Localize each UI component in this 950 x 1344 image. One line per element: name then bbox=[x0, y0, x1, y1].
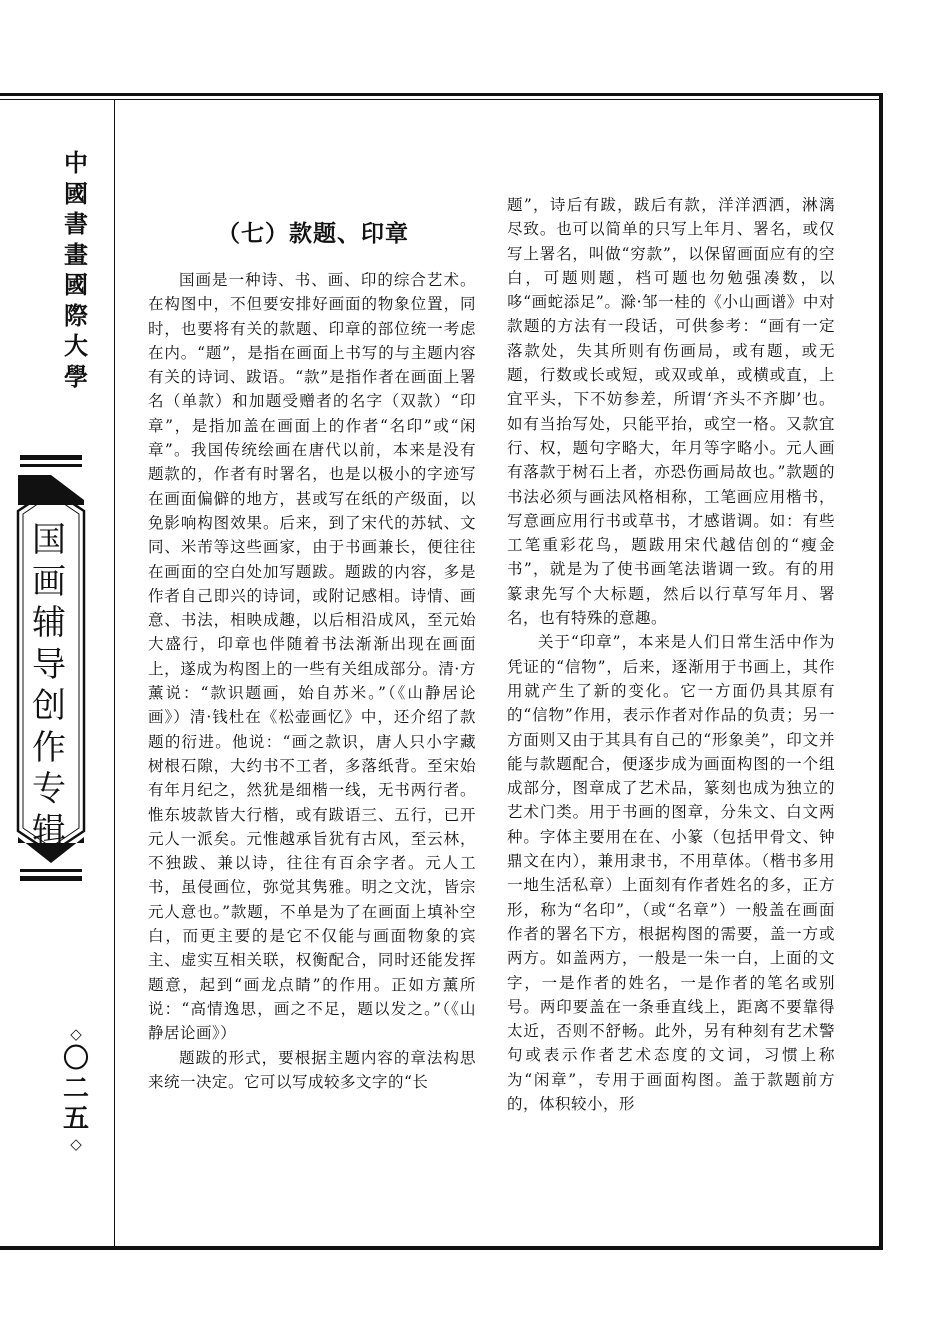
university-char: 際 bbox=[64, 301, 88, 330]
university-char: 畫 bbox=[64, 240, 88, 269]
section-char: 专 bbox=[32, 769, 66, 809]
text-column-left bbox=[148, 268, 476, 1094]
university-title bbox=[58, 148, 94, 392]
frame-left-rule bbox=[114, 100, 115, 1246]
page-number bbox=[56, 1024, 96, 1154]
university-char: 國 bbox=[64, 179, 88, 208]
university-char: 中 bbox=[64, 149, 88, 177]
article-heading: （七）款题、印章 bbox=[217, 221, 409, 247]
university-char: 大 bbox=[64, 332, 88, 360]
text-column-right bbox=[507, 193, 835, 1116]
page-digit: 〇 bbox=[62, 1044, 89, 1074]
section-char: 辑 bbox=[32, 810, 66, 851]
section-char: 画 bbox=[32, 561, 66, 602]
section-char: 国 bbox=[32, 520, 66, 560]
section-char: 辅 bbox=[32, 603, 66, 643]
section-title bbox=[22, 520, 76, 852]
frame-right-border bbox=[879, 93, 883, 1250]
paragraph: 题”，诗后有跋，跋后有款，洋洋洒洒，淋漓尽致。也可以简单的只写上年月、署名，或仅写上署名，叫做“穷款”，以保留画面应有的空白，可题则题，档可题也勿勉强凑数，以哆“画蛇添足”。滁·邹一桂的《小山画谱》中对款题的方法有一段话，可供参考：“画有一定落款处，失其所则有伤画局，或有题，或无题，行数或长或短，或双或单，或横或直，上宜平头，下不妨参差，所谓‘齐头不齐脚’也。如有当抬写处，只能平抬，或空一格。又款宜行、权，题句字略大，年月等字略小。元人画有落款于树石上者，亦恐伤画局故也。”款题的书法必须与画法风格相称，工笔画应用楷书，写意画应用行书或草书，才感谐调。如：有些工笔重彩花鸟，题跋用宋代越佶创的“瘦金书”，就是为了使书画笔法谐调一致。有的用篆隶先写个大标题，然后以行草写年月、署名，也有特殊的意趣。 bbox=[507, 196, 835, 628]
section-char: 导 bbox=[32, 644, 66, 685]
paragraph: 题跋的形式，要根据主题内容的章法构思来统一决定。它可以写成较多文字的“长 bbox=[148, 1048, 476, 1091]
university-char: 學 bbox=[64, 362, 88, 391]
page-digit: 二 bbox=[62, 1074, 89, 1104]
paragraph: 关于“印章”，本来是人们日常生活中作为凭证的“信物”，后来，逐渐用于书画上，其作用就产生了新的变化。它一方面仍具其原有的“信物”作用，表示作者对作品的负责；另一方面则又由于其具有自己的“形象美”，印文并能与款题配合，便逐步成为画面构图的一个组成部分，图章成了艺术品，篆刻也成为独立的艺术门类。用于书画的图章，分朱文、白文两种。字体主要用在在、小篆（包括甲骨文、钟鼎文在内），兼用隶书，不用草体。（楷书多用一地生活私章）上面刻有作者姓名的多，正方形，称为“名印”，（或“名章”）一般盖在画面作者的署名下方，根据构图的需要，盖一方或两方。如盖两方，一般是一朱一白，上面的文字，一是作者的姓名，一是作者的笔名或别号。两印要盖在一条垂直线上，距离不要靠得太近，否则不舒畅。此外，另有种刻有艺术警句或表示作者艺术态度的文词，习惯上称为“闲章”，专用于画面构图。盖于款题前方的，体积较小，形 bbox=[507, 633, 835, 1113]
section-char: 创 bbox=[32, 686, 66, 726]
university-char: 書 bbox=[64, 210, 88, 238]
section-char: 作 bbox=[32, 727, 66, 768]
page-digit: 五 bbox=[62, 1104, 89, 1134]
frame-top-border bbox=[0, 93, 883, 96]
frame-top-inner-rule bbox=[0, 99, 879, 100]
diamond-icon: ◇ bbox=[70, 1135, 82, 1153]
university-char: 國 bbox=[64, 271, 88, 299]
frame-bottom-border bbox=[0, 1246, 883, 1250]
diamond-icon: ◇ bbox=[70, 1025, 82, 1043]
paragraph: 国画是一种诗、书、画、印的综合艺术。在构图中，不但要安排好画面的物象位置，同时，也要将有关的款题、印章的部位统一考虑在内。“题”，是指在画面上书写的与主题内容有关的诗词、跋语。“款”是指作者在画面上署名（单款）和加题受赠者的名字（双款）“印章”，是指加盖在画面上的作者“名印”或“闲章”。我国传统绘画在唐代以前，本来是没有题款的，作者有时署名，也是以极小的字迹写在画面偏僻的地方，甚或写在纸的产级面，以免影响构图效果。后来，到了宋代的苏轼、文同、米芾等这些画家，由于书画兼长，便往往在画面的空白处加写题跋。题跋的内容，多是作者自己即兴的诗词，或附记感相。诗情、画意、书法，相映成趣，以后相沿成风，至元始大盛行，印章也伴随着书法渐渐出现在画面上，遂成为构图上的一些有关组成部分。清·方薰说：“款识题画，始自苏米。”（《山静居论画》）清·钱杜在《松壶画忆》中，还介绍了款题的衍进。他说：“画之款识，唐人只小字藏树根石隙，大约书不工者，多落纸背。至宋始有年月纪之，然犹是细楷一线，无书两行者。惟东坡款皆大行楷，或有跋语三、五行，已开元人一派矣。元惟越承旨犹有古风，至云林，不独跋、兼以诗，往往有百余字者。元人工书，虽侵画位，弥觉其隽雅。明之文沈，皆宗元人意也。”款题，不单是为了在画面上填补空白，而更主要的是它不仅能与画面物象的宾主、虚实互相关联，权衡配合，同时还能发挥题意，起到“画龙点睛”的作用。正如方薰所说：“高情逸思，画之不足，题以发之。”（《山静居论画》） bbox=[148, 271, 476, 1043]
